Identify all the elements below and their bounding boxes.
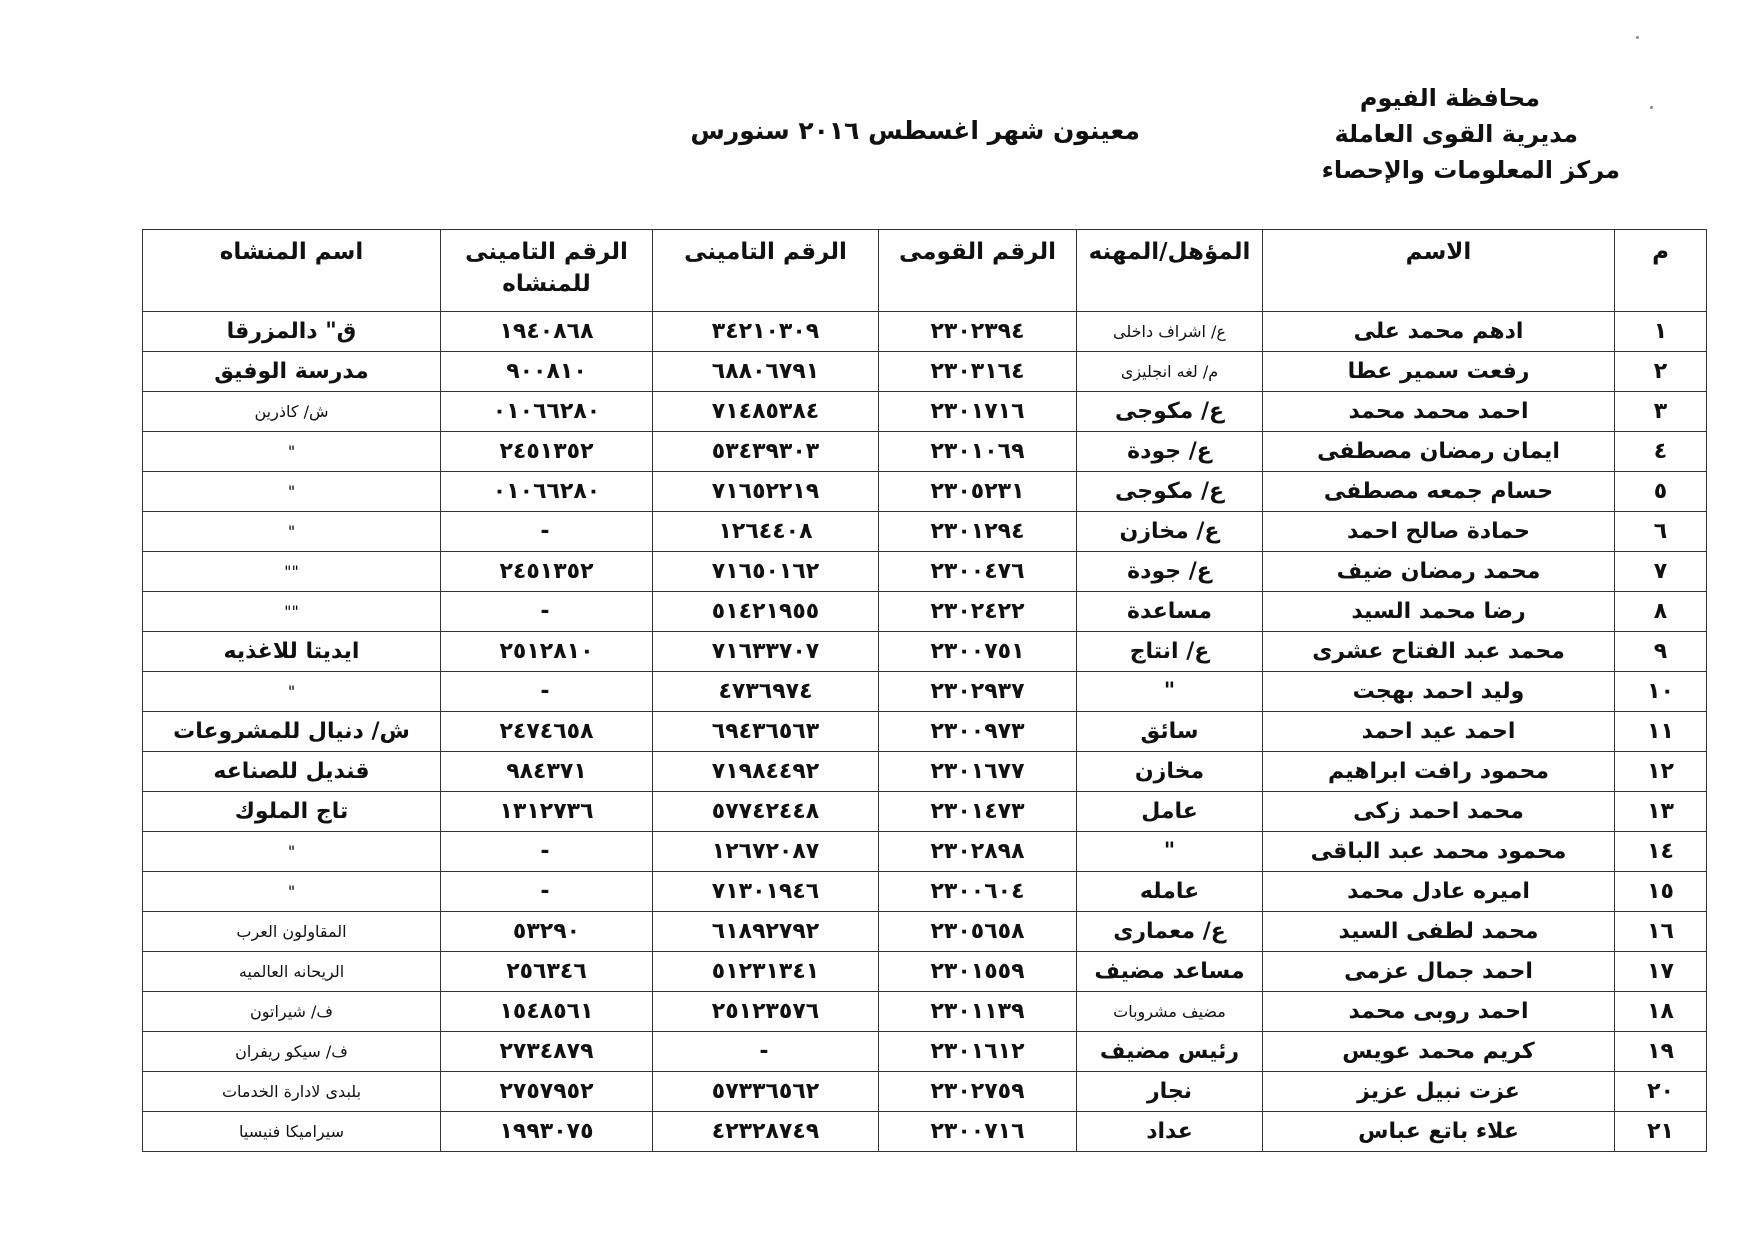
employee-name: محمد لطفى السيد: [1263, 912, 1615, 952]
insurance-number: ٥٣٤٣٩٣٠٣: [653, 432, 879, 472]
row-index: ٢١: [1615, 1112, 1707, 1152]
establishment-name: ف/ سيكو ريفران: [143, 1032, 441, 1072]
qualification: مضيف مشروبات: [1077, 992, 1263, 1032]
scan-speck: [1636, 36, 1639, 39]
establishment-name: ق" دالمزرقا: [143, 312, 441, 352]
table-row: [143, 472, 1707, 512]
appointees-table: [142, 229, 1707, 1152]
qualification: عداد: [1077, 1112, 1263, 1152]
establishment-name: ": [143, 432, 441, 472]
table-row: [143, 352, 1707, 392]
row-index: ١٧: [1615, 952, 1707, 992]
qualification: ع/ انتاج: [1077, 632, 1263, 672]
employee-name: ادهم محمد على: [1263, 312, 1615, 352]
national-id: ٢٣٠١٧١٦: [879, 392, 1077, 432]
national-id: ٢٣٠٣١٦٤: [879, 352, 1077, 392]
employee-name: علاء باتع عباس: [1263, 1112, 1615, 1152]
establishment-name: بلبدى لادارة الخدمات: [143, 1072, 441, 1112]
national-id: ٢٣٠٢٧٥٩: [879, 1072, 1077, 1112]
table-row: [143, 312, 1707, 352]
national-id: ٢٣٠٢٩٣٧: [879, 672, 1077, 712]
employee-name: رضا محمد السيد: [1263, 592, 1615, 632]
establishment-insurance-number: -: [441, 512, 653, 552]
qualification: ع/ مكوجى: [1077, 392, 1263, 432]
table-row: [143, 392, 1707, 432]
qualification: عامله: [1077, 872, 1263, 912]
center-label: مركز المعلومات والإحصاء: [1321, 156, 1620, 184]
establishment-insurance-number: ٢٧٥٧٩٥٢: [441, 1072, 653, 1112]
row-index: ٢٠: [1615, 1072, 1707, 1112]
qualification: ": [1077, 832, 1263, 872]
qualification: ع/ مخازن: [1077, 512, 1263, 552]
national-id: ٢٣٠١٢٩٤: [879, 512, 1077, 552]
establishment-insurance-number: -: [441, 832, 653, 872]
national-id: ٢٣٠١١٣٩: [879, 992, 1077, 1032]
table-row: [143, 952, 1707, 992]
qualification: ع/ جودة: [1077, 432, 1263, 472]
establishment-insurance-number: ١٩٤٠٨٦٨: [441, 312, 653, 352]
national-id: ٢٣٠٥٢٣١: [879, 472, 1077, 512]
directorate-label: مديرية القوى العاملة: [1334, 120, 1578, 148]
qualification: سائق: [1077, 712, 1263, 752]
employee-name: كريم محمد عويس: [1263, 1032, 1615, 1072]
national-id: ٢٣٠١٠٦٩: [879, 432, 1077, 472]
national-id: ٢٣٠٢٨٩٨: [879, 832, 1077, 872]
qualification: ع/ معمارى: [1077, 912, 1263, 952]
national-id: ٢٣٠١٥٥٩: [879, 952, 1077, 992]
employee-name: احمد جمال عزمى: [1263, 952, 1615, 992]
row-index: ١٨: [1615, 992, 1707, 1032]
table-row: [143, 1112, 1707, 1152]
row-index: ٤: [1615, 432, 1707, 472]
establishment-name: ": [143, 472, 441, 512]
insurance-number: ٦٩٤٣٦٥٦٣: [653, 712, 879, 752]
qualification: ": [1077, 672, 1263, 712]
establishment-insurance-number: ٢٤٥١٣٥٢: [441, 432, 653, 472]
establishment-name: ": [143, 872, 441, 912]
establishment-name: "": [143, 552, 441, 592]
employee-name: حسام جمعه مصطفى: [1263, 472, 1615, 512]
employee-name: عزت نبيل عزيز: [1263, 1072, 1615, 1112]
establishment-name: ": [143, 512, 441, 552]
qualification: ع/ جودة: [1077, 552, 1263, 592]
employee-name: احمد محمد محمد: [1263, 392, 1615, 432]
table-row: [143, 632, 1707, 672]
insurance-number: ١٢٦٤٤٠٨: [653, 512, 879, 552]
row-index: ٣: [1615, 392, 1707, 432]
national-id: ٢٣٠١٤٧٣: [879, 792, 1077, 832]
col-header-index: م: [1615, 230, 1707, 312]
national-id: ٢٣٠٠٩٧٣: [879, 712, 1077, 752]
establishment-insurance-number: ٢٤٥١٣٥٢: [441, 552, 653, 592]
table-row: [143, 552, 1707, 592]
table-row: [143, 672, 1707, 712]
insurance-number: ٧١٦٣٣٧٠٧: [653, 632, 879, 672]
qualification: ع/ اشراف داخلى: [1077, 312, 1263, 352]
establishment-insurance-number: ٠١٠٦٦٢٨٠: [441, 392, 653, 432]
insurance-number: ٤٢٣٢٨٧٤٩: [653, 1112, 879, 1152]
establishment-name: ش/ كاذرين: [143, 392, 441, 432]
table-header-row: [143, 230, 1707, 312]
national-id: ٢٣٠٥٦٥٨: [879, 912, 1077, 952]
employee-name: حمادة صالح احمد: [1263, 512, 1615, 552]
insurance-number: ٢٥١٢٣٥٧٦: [653, 992, 879, 1032]
establishment-name: قنديل للصناعه: [143, 752, 441, 792]
table-row: [143, 832, 1707, 872]
insurance-number: ٧١٤٨٥٣٨٤: [653, 392, 879, 432]
establishment-insurance-number: ٩٨٤٣٧١: [441, 752, 653, 792]
insurance-number: ١٢٦٧٢٠٨٧: [653, 832, 879, 872]
establishment-name: تاج الملوك: [143, 792, 441, 832]
row-index: ٨: [1615, 592, 1707, 632]
national-id: ٢٣٠٠٧١٦: [879, 1112, 1077, 1152]
governorate-label: محافظة الفيوم: [1359, 84, 1540, 112]
national-id: ٢٣٠١٦١٢: [879, 1032, 1077, 1072]
table-row: [143, 712, 1707, 752]
row-index: ١٤: [1615, 832, 1707, 872]
establishment-name: ": [143, 832, 441, 872]
establishment-insurance-number: -: [441, 672, 653, 712]
org-header: [1260, 80, 1620, 188]
establishment-insurance-number: ٩٠٠٨١٠: [441, 352, 653, 392]
establishment-insurance-number: ٢٧٣٤٨٧٩: [441, 1032, 653, 1072]
row-index: ١٣: [1615, 792, 1707, 832]
qualification: عامل: [1077, 792, 1263, 832]
employee-name: وليد احمد بهجت: [1263, 672, 1615, 712]
establishment-name: المقاولون العرب: [143, 912, 441, 952]
establishment-name: "": [143, 592, 441, 632]
table-row: [143, 512, 1707, 552]
establishment-name: مدرسة الوفيق: [143, 352, 441, 392]
national-id: ٢٣٠٠٦٠٤: [879, 872, 1077, 912]
table-row: [143, 1032, 1707, 1072]
insurance-number: ٤٧٣٦٩٧٤: [653, 672, 879, 712]
insurance-number: ٥٧٣٣٦٥٦٢: [653, 1072, 879, 1112]
insurance-number: ٥١٢٣١٣٤١: [653, 952, 879, 992]
establishment-name: ش/ دنيال للمشروعات: [143, 712, 441, 752]
insurance-number: ٦١٨٩٢٧٩٢: [653, 912, 879, 952]
table-row: [143, 992, 1707, 1032]
insurance-number: ٧١٣٠١٩٤٦: [653, 872, 879, 912]
row-index: ٧: [1615, 552, 1707, 592]
employee-name: ايمان رمضان مصطفى: [1263, 432, 1615, 472]
insurance-number: ٧١٩٨٤٤٩٢: [653, 752, 879, 792]
establishment-name: ف/ شيراتون: [143, 992, 441, 1032]
col-header-qualification: المؤهل/المهنه: [1077, 230, 1263, 312]
col-header-insurance-no: الرقم التامينى: [653, 230, 879, 312]
col-header-establishment-insurance-no: الرقم التامينى للمنشاه: [441, 230, 653, 312]
qualification: نجار: [1077, 1072, 1263, 1112]
qualification: مساعدة: [1077, 592, 1263, 632]
establishment-name: سيراميكا فنيسيا: [143, 1112, 441, 1152]
establishment-insurance-number: ١٥٤٨٥٦١: [441, 992, 653, 1032]
qualification: مساعد مضيف: [1077, 952, 1263, 992]
employee-name: محمد رمضان ضيف: [1263, 552, 1615, 592]
employee-name: اميره عادل محمد: [1263, 872, 1615, 912]
col-header-establishment: اسم المنشاه: [143, 230, 441, 312]
table-row: [143, 872, 1707, 912]
employee-name: محمود رافت ابراهيم: [1263, 752, 1615, 792]
row-index: ١: [1615, 312, 1707, 352]
establishment-insurance-number: -: [441, 592, 653, 632]
table-row: [143, 752, 1707, 792]
qualification: م/ لغه انجليزى: [1077, 352, 1263, 392]
employee-name: محمد عبد الفتاح عشرى: [1263, 632, 1615, 672]
insurance-number: ٥٧٧٤٢٤٤٨: [653, 792, 879, 832]
employee-name: محمود محمد عبد الباقى: [1263, 832, 1615, 872]
insurance-number: ٦٨٨٠٦٧٩١: [653, 352, 879, 392]
qualification: ع/ مكوجى: [1077, 472, 1263, 512]
insurance-number: ٣٤٢١٠٣٠٩: [653, 312, 879, 352]
col-header-name: الاسم: [1263, 230, 1615, 312]
row-index: ١٩: [1615, 1032, 1707, 1072]
establishment-insurance-number: ١٩٩٣٠٧٥: [441, 1112, 653, 1152]
insurance-number: ٧١٦٥٠١٦٢: [653, 552, 879, 592]
establishment-insurance-number: ٢٤٧٤٦٥٨: [441, 712, 653, 752]
insurance-number: ٧١٦٥٢٢١٩: [653, 472, 879, 512]
employee-name: رفعت سمير عطا: [1263, 352, 1615, 392]
insurance-number: -: [653, 1032, 879, 1072]
establishment-insurance-number: ٠١٠٦٦٢٨٠: [441, 472, 653, 512]
row-index: ٢: [1615, 352, 1707, 392]
table-body: [143, 312, 1707, 1152]
table-row: [143, 792, 1707, 832]
employee-name: احمد روبى محمد: [1263, 992, 1615, 1032]
insurance-number: ٥١٤٢١٩٥٥: [653, 592, 879, 632]
establishment-insurance-number: ٥٣٢٩٠: [441, 912, 653, 952]
establishment-insurance-number: ٢٥٦٣٤٦: [441, 952, 653, 992]
table-row: [143, 432, 1707, 472]
establishment-name: ": [143, 672, 441, 712]
national-id: ٢٣٠١٦٧٧: [879, 752, 1077, 792]
national-id: ٢٣٠٢٤٢٢: [879, 592, 1077, 632]
row-index: ١١: [1615, 712, 1707, 752]
establishment-name: ايديتا للاغذيه: [143, 632, 441, 672]
row-index: ١٠: [1615, 672, 1707, 712]
establishment-name: الريحانه العالميه: [143, 952, 441, 992]
establishment-insurance-number: ٢٥١٢٨١٠: [441, 632, 653, 672]
row-index: ٩: [1615, 632, 1707, 672]
row-index: ٦: [1615, 512, 1707, 552]
qualification: رئيس مضيف: [1077, 1032, 1263, 1072]
qualification: مخازن: [1077, 752, 1263, 792]
employee-name: احمد عيد احمد: [1263, 712, 1615, 752]
establishment-insurance-number: ١٣١٢٧٣٦: [441, 792, 653, 832]
row-index: ١٢: [1615, 752, 1707, 792]
document-title: معينون شهر اغسطس ٢٠١٦ سنورس: [690, 116, 1140, 145]
row-index: ١٦: [1615, 912, 1707, 952]
national-id: ٢٣٠٠٤٧٦: [879, 552, 1077, 592]
table-row: [143, 592, 1707, 632]
table-row: [143, 1072, 1707, 1112]
employee-name: محمد احمد زكى: [1263, 792, 1615, 832]
national-id: ٢٣٠٢٣٩٤: [879, 312, 1077, 352]
row-index: ١٥: [1615, 872, 1707, 912]
table-row: [143, 912, 1707, 952]
national-id: ٢٣٠٠٧٥١: [879, 632, 1077, 672]
establishment-insurance-number: -: [441, 872, 653, 912]
row-index: ٥: [1615, 472, 1707, 512]
col-header-national-id: الرقم القومى: [879, 230, 1077, 312]
scan-speck: [1650, 106, 1653, 109]
